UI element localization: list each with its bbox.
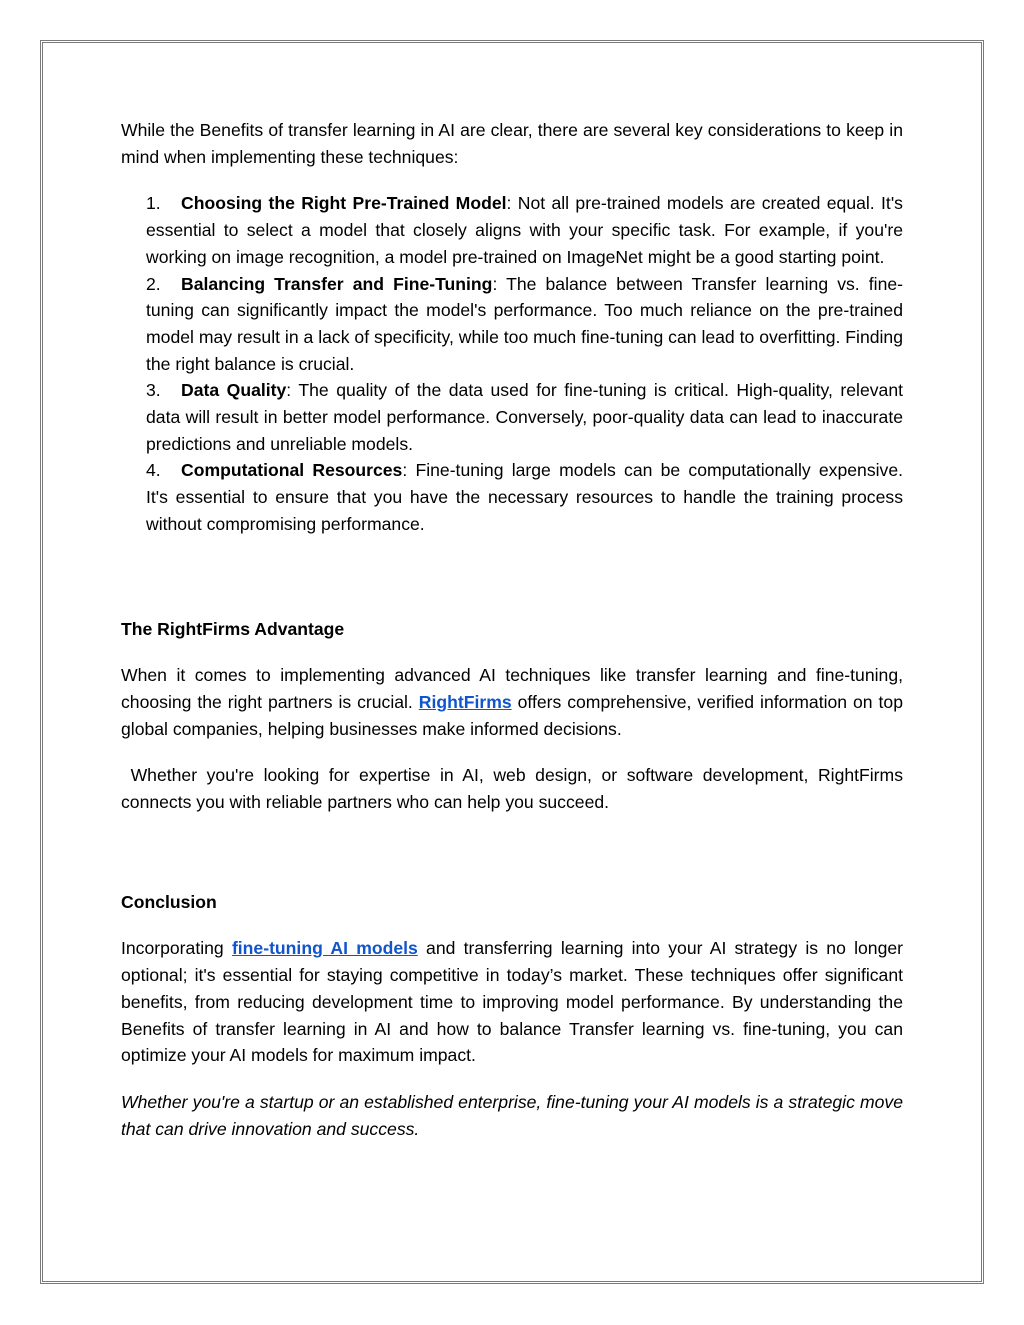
list-item-title: Balancing Transfer and Fine-Tuning xyxy=(181,273,493,294)
advantage-paragraph-2: Whether you're looking for expertise in AI, web design, or software development, RightFirms connects you with reliable partners who can help you succeed. xyxy=(121,765,908,813)
list-item xyxy=(146,271,903,378)
list-item xyxy=(146,457,903,537)
list-item-title: Data Quality xyxy=(181,380,287,401)
intro-post: are clear, there are several key considerations to keep in mind when implementing these techniques: xyxy=(121,120,904,167)
list-item xyxy=(146,377,903,457)
advantage-paragraph xyxy=(121,662,903,742)
list-number: 4. xyxy=(146,460,161,481)
fine-tuning-link[interactable]: fine-tuning AI models xyxy=(231,938,418,959)
conclusion-italic-paragraph: Whether you're a startup or an established enterprise, fine-tuning your AI models is a strategic move that can drive innovation and success. xyxy=(121,1091,903,1139)
list-item-title: Choosing the Right Pre-Trained Model xyxy=(181,193,507,214)
intro-paragraph xyxy=(121,117,903,170)
conclusion-p1-post: and transferring learning into your AI strategy is no longer optional; it's essential for staying competitive in today’s market. These techniques offer significant benefits, from reducing development time to improving model performance. By understanding the Benefits of transfer learning in AI and how to balance Transfer learning vs. fine-tuning, you can optimize your AI models for maximum impact. xyxy=(121,938,903,1066)
conclusion-heading: Conclusion xyxy=(121,891,217,912)
list-item-text: : The balance between Transfer learning vs. fine-tuning can significantly impact the model's performance. Too much reliance on the pre-trained model may result in a lack of specificity, while too much fine-tuning can lead to overfitting. Finding the right balance is crucial. xyxy=(146,273,904,374)
advantage-p1-pre: When it comes to implementing advanced AI techniques like transfer learning and fine-tuning, choosing the right partners is crucial. xyxy=(121,665,903,712)
document-body xyxy=(121,117,908,1142)
intro-pre: While the xyxy=(121,120,195,140)
intro-benefits: Benefits of transfer learning in AI xyxy=(199,120,455,140)
advantage-heading: The RightFirms Advantage xyxy=(121,618,345,639)
list-number: 2. xyxy=(146,273,161,294)
list-item-text: : Fine-tuning large models can be computationally expensive. It's essential to ensure that you have the necessary resources to handle the training process without compromising performance. xyxy=(146,460,903,534)
considerations-list xyxy=(121,190,903,537)
list-item-text: : Not all pre-trained models are created equal. It's essential to select a model that closely aligns with your specific task. For example, if you're working on image recognition, a model pre-trained on ImageNet might be a good starting point. xyxy=(146,193,903,267)
list-item-text: : The quality of the data used for fine-tuning is critical. High-quality, relevant data will result in better model performance. Conversely, poor-quality data can lead to inaccurate predictions and unreliable models. xyxy=(146,380,903,454)
list-number: 3. xyxy=(146,380,161,401)
list-item xyxy=(146,190,903,270)
list-number: 1. xyxy=(146,193,161,214)
conclusion-p1-pre: Incorporating xyxy=(121,938,224,959)
advantage-p1-post: offers comprehensive, verified information on top global companies, helping businesses make informed decisions. xyxy=(121,691,903,739)
list-item-title: Computational Resources xyxy=(181,460,403,481)
rightfirms-link[interactable]: RightFirms xyxy=(418,691,512,712)
conclusion-paragraph xyxy=(121,935,903,1069)
